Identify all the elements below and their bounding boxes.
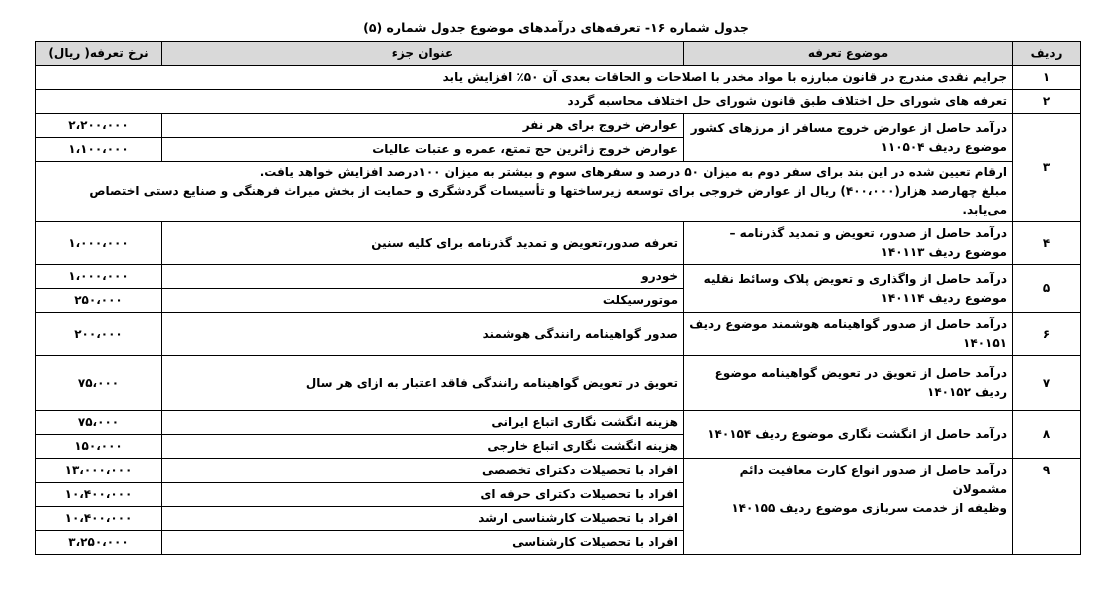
row-text: تعرفه های شورای حل اختلاف طبق قانون شورای حل اختلاف محاسبه گردد	[36, 90, 1013, 114]
header-rate: نرخ تعرفه( ریال)	[36, 42, 162, 66]
note-line: ارقام تعیین شده در این بند برای سفر دوم به میزان ۵۰ درصد و سفرهای سوم و بیشتر به میزان ۱۰۰درصد افزایش خواهد یافت.	[259, 165, 1007, 179]
header-row-number: ردیف	[1013, 42, 1081, 66]
row-number: ۵	[1013, 265, 1081, 313]
row-number: ۶	[1013, 313, 1081, 356]
row-number: ۸	[1013, 411, 1081, 459]
note-line: مبلغ چهارصد هزار(۴۰۰،۰۰۰) ریال از عوارض خروجی برای توسعه زیرساختها و تأسیسات گردشگری و حمایت از بخش میراث فرهنگی و صنایع دستی اختصاص می‌یابد.	[89, 184, 1007, 217]
item-cell: عوارض خروج برای هر نفر	[162, 114, 684, 138]
row-number: ۷	[1013, 356, 1081, 411]
subject-cell: درآمد حاصل از عوارض خروج مسافر از مرزهای کشور موضوع ردیف ۱۱۰۵۰۴	[684, 114, 1013, 162]
rate-cell: ۲۰۰،۰۰۰	[36, 313, 162, 356]
subject-line: درآمد حاصل از صدور انواع کارت معافیت دائم مشمولان	[739, 463, 1007, 496]
table-row	[36, 66, 1081, 90]
table-row	[36, 313, 1081, 356]
table-row	[36, 222, 1081, 265]
row-text: جرایم نقدی مندرج در قانون مبارزه با مواد مخدر با اصلاحات و الحاقات بعدی آن ۵۰٪ افزایش یابد	[36, 66, 1013, 90]
row-number: ۹	[1013, 459, 1081, 555]
table-row	[36, 162, 1081, 222]
rate-cell: ۱۰،۴۰۰،۰۰۰	[36, 483, 162, 507]
item-cell: افراد با تحصیلات دکترای حرفه ای	[162, 483, 684, 507]
item-cell: تعرفه صدور،تعویض و تمدید گذرنامه برای کلیه سنین	[162, 222, 684, 265]
rate-cell: ۱۰،۴۰۰،۰۰۰	[36, 507, 162, 531]
subject-cell: درآمد حاصل از تعویق در تعویض گواهینامه موضوع ردیف ۱۴۰۱۵۲	[684, 356, 1013, 411]
item-cell: افراد با تحصیلات کارشناسی ارشد	[162, 507, 684, 531]
item-cell: موتورسیکلت	[162, 289, 684, 313]
rate-cell: ۱۵۰،۰۰۰	[36, 435, 162, 459]
rate-cell: ۳،۲۵۰،۰۰۰	[36, 531, 162, 555]
item-cell: صدور گواهینامه رانندگی هوشمند	[162, 313, 684, 356]
item-cell: عوارض خروج زائرین حج تمتع، عمره و عتبات عالیات	[162, 138, 684, 162]
header-subject: موضوع تعرفه	[684, 42, 1013, 66]
subject-cell: درآمد حاصل از صدور گواهینامه هوشمند موضوع ردیف ۱۴۰۱۵۱	[684, 313, 1013, 356]
row-number: ۳	[1013, 114, 1081, 222]
tariff-table	[35, 41, 1081, 555]
rate-cell: ۱،۰۰۰،۰۰۰	[36, 222, 162, 265]
rate-cell: ۲،۲۰۰،۰۰۰	[36, 114, 162, 138]
rate-cell: ۱۳،۰۰۰،۰۰۰	[36, 459, 162, 483]
subject-line: وظیفه از خدمت سربازی موضوع ردیف ۱۴۰۱۵۵	[731, 501, 1007, 515]
table-title: جدول شماره ۱۶- تعرفه‌های درآمدهای موضوع جدول شماره (۵)	[363, 20, 749, 35]
item-cell: خودرو	[162, 265, 684, 289]
item-cell: افراد با تحصیلات کارشناسی	[162, 531, 684, 555]
item-cell: تعویق در تعویض گواهینامه رانندگی فاقد اعتبار به ازای هر سال	[162, 356, 684, 411]
table-row	[36, 459, 1081, 483]
rate-cell: ۱،۰۰۰،۰۰۰	[36, 265, 162, 289]
subject-cell: درآمد حاصل از صدور، تعویض و تمدید گذرنامه – موضوع ردیف ۱۴۰۱۱۳	[684, 222, 1013, 265]
table-row	[36, 356, 1081, 411]
row-number: ۴	[1013, 222, 1081, 265]
note-cell	[36, 162, 1013, 222]
rate-cell: ۷۵،۰۰۰	[36, 411, 162, 435]
subject-cell: درآمد حاصل از واگذاری و تعویض پلاک وسائط نقلیه موضوع ردیف ۱۴۰۱۱۴	[684, 265, 1013, 313]
item-cell: هزینه انگشت نگاری اتباع خارجی	[162, 435, 684, 459]
item-cell: افراد با تحصیلات دکترای تخصصی	[162, 459, 684, 483]
item-cell: هزینه انگشت نگاری اتباع ایرانی	[162, 411, 684, 435]
row-number: ۲	[1013, 90, 1081, 114]
subject-cell: درآمد حاصل از انگشت نگاری موضوع ردیف ۱۴۰۱۵۴	[684, 411, 1013, 459]
table-row	[36, 265, 1081, 289]
table-row	[36, 411, 1081, 435]
row-number: ۱	[1013, 66, 1081, 90]
rate-cell: ۲۵۰،۰۰۰	[36, 289, 162, 313]
table-row	[36, 114, 1081, 138]
rate-cell: ۱،۱۰۰،۰۰۰	[36, 138, 162, 162]
rate-cell: ۷۵،۰۰۰	[36, 356, 162, 411]
header-item: عنوان جزء	[162, 42, 684, 66]
table-row	[36, 90, 1081, 114]
header-row	[36, 42, 1081, 66]
subject-cell	[684, 459, 1013, 555]
